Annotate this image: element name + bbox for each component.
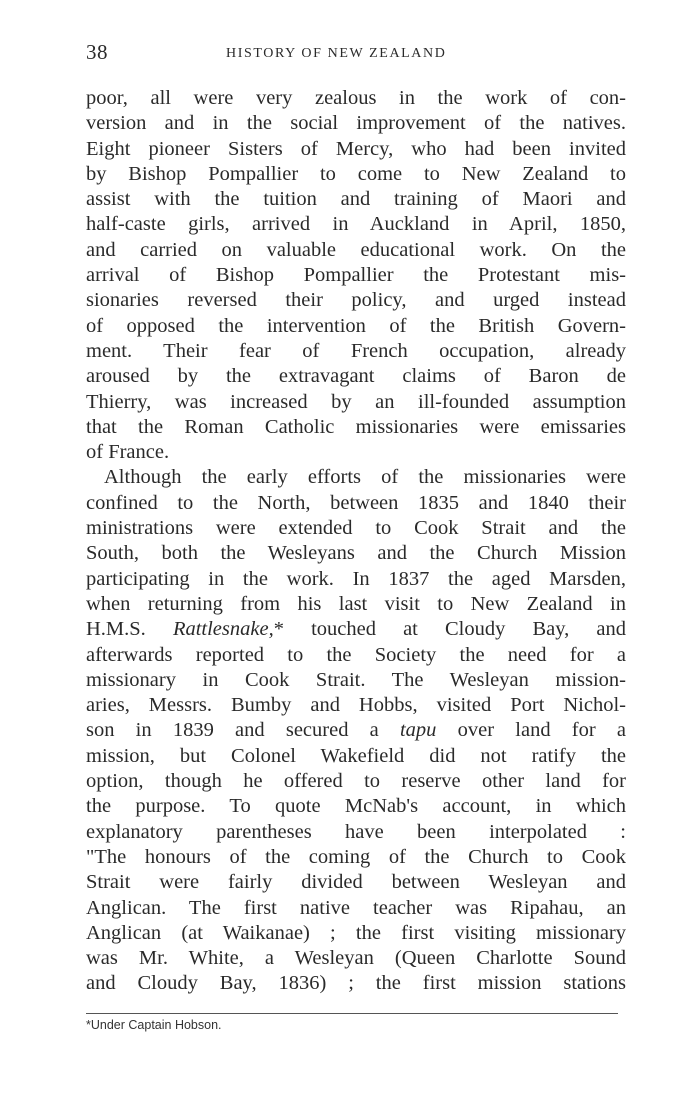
text-line: poor, all were very zealous in the work of con-	[86, 87, 626, 109]
body-text	[86, 86, 626, 997]
text-line-with-italic	[86, 718, 626, 743]
text-line: ministrations were extended to Cook Strait and the	[86, 517, 626, 540]
text-span: over land for a	[436, 719, 626, 742]
footnote: *Under Captain Hobson.	[86, 1018, 222, 1032]
text-line: participating in the work. In 1837 the aged Marsden,	[86, 567, 626, 590]
text-line-with-italic	[86, 617, 626, 642]
text-line: aries, Messrs. Bumby and Hobbs, visited Port Nichol-	[86, 694, 626, 717]
text-span: H.M.S.	[86, 618, 173, 641]
text-line: explanatory parentheses have been interpolated :	[86, 820, 626, 843]
text-line: confined to the North, between 1835 and 1840 their	[86, 491, 626, 514]
text-line: Thierry, was increased by an ill-founded assumption	[86, 390, 626, 413]
text-line: version and in the social improvement of the natives.	[86, 112, 626, 135]
page-header	[0, 40, 700, 70]
text-line: Strait were fairly divided between Wesleyan and	[86, 871, 626, 894]
text-line: of France.	[86, 441, 170, 464]
paragraph-start-line: Although the early efforts of the missionaries were	[104, 466, 626, 489]
text-line: Anglican (at Waikanae) ; the first visiting missionary	[86, 921, 626, 944]
text-line: option, though he offered to reserve other land for	[86, 770, 626, 793]
text-line: sionaries reversed their policy, and urged instead	[86, 289, 626, 312]
text-span: * touched at Cloudy Bay, and	[273, 618, 626, 641]
text-line: missionary in Cook Strait. The Wesleyan mission-	[86, 668, 626, 691]
text-line: Eight pioneer Sisters of Mercy, who had been invited	[86, 137, 626, 160]
text-line: ment. Their fear of French occupation, already	[86, 339, 626, 362]
footnote-divider	[86, 1013, 618, 1014]
text-line: was Mr. White, a Wesleyan (Queen Charlotte Sound	[86, 947, 626, 970]
running-head: HISTORY OF NEW ZEALAND	[226, 46, 447, 61]
text-line: "The honours of the coming of the Church to Cook	[86, 845, 626, 868]
text-line: mission, but Colonel Wakefield did not ratify the	[86, 744, 626, 767]
text-line: half-caste girls, arrived in Auckland in April, 1850,	[86, 213, 626, 236]
text-line: that the Roman Catholic missionaries were emissaries	[86, 415, 626, 438]
text-line: afterwards reported to the Society the need for a	[86, 643, 626, 666]
text-line: the purpose. To quote McNab's account, in which	[86, 795, 626, 818]
text-line: arrival of Bishop Pompallier the Protestant mis-	[86, 264, 626, 287]
text-line: South, both the Wesleyans and the Church Mission	[86, 542, 626, 565]
text-line: and Cloudy Bay, 1836) ; the first mission stations	[86, 972, 626, 995]
text-line: aroused by the extravagant claims of Baron de	[86, 365, 626, 388]
text-line: when returning from his last visit to New Zealand in	[86, 592, 626, 615]
text-line: assist with the tuition and training of Maori and	[86, 188, 626, 211]
page-number: 38	[86, 40, 108, 64]
tapu-italic: tapu	[399, 719, 437, 742]
ship-name-italic: Rattlesnake,	[172, 618, 274, 641]
text-span: son in 1839 and secured a	[86, 719, 400, 742]
text-line: of opposed the intervention of the British Govern-	[86, 314, 626, 337]
text-line: and carried on valuable educational work. On the	[86, 238, 626, 261]
text-line: by Bishop Pompallier to come to New Zealand to	[86, 162, 626, 185]
text-line: Anglican. The first native teacher was Ripahau, an	[86, 896, 626, 919]
